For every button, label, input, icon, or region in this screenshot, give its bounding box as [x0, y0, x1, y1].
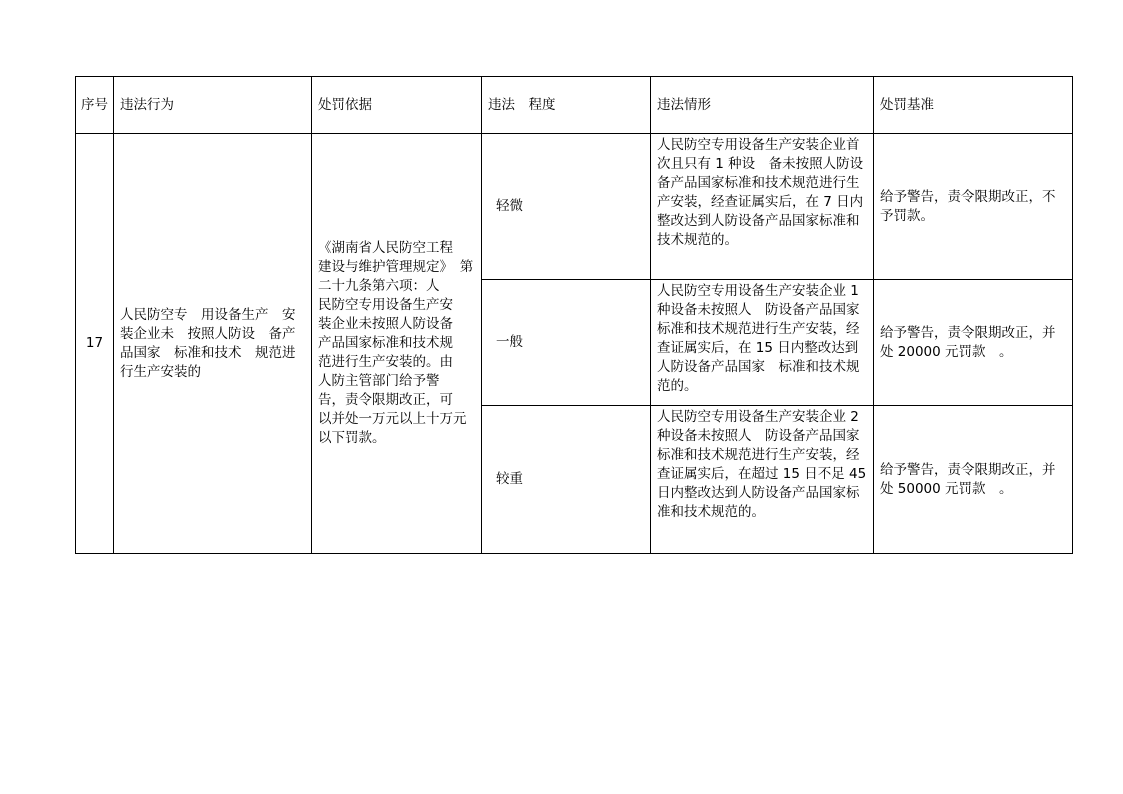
header-degree: 违法 程度	[482, 77, 651, 134]
seq-cell: 17	[76, 134, 114, 554]
penalty-cell: 给予警告，责令限期改正，不予罚款。	[874, 134, 1073, 280]
penalty-cell: 给予警告，责令限期改正，并处 50000 元罚款 。	[874, 406, 1073, 554]
header-penalty: 处罚基准	[874, 77, 1073, 134]
table-row	[76, 134, 1073, 280]
grade-cell: 一般	[482, 280, 651, 406]
header-basis: 处罚依据	[312, 77, 482, 134]
table-header-row	[76, 77, 1073, 134]
situation-cell: 人民防空专用设备生产安装企业 1 种设备未按照人 防设备产品国家标准和技术规范进行生产安装，经 查证属实后，在 15 日内整改达到人防设备产品国家 标准和技术规范的。	[651, 280, 874, 406]
header-behavior: 违法行为	[114, 77, 312, 134]
legal-basis-cell: 《湖南省人民防空工程 建设与维护管理规定》 第二十九条第六项：人 民防空专用设备生产安 装企业未按照人防设备 产品国家标准和技术规 范进行生产安装的。由 人防主管部门给予警 告，责令限期改正，可 以并处一万元以上十万元以下罚款。	[312, 134, 482, 554]
situation-cell: 人民防空专用设备生产安装企业 2 种设备未按照人 防设备产品国家标准和技术规范进行生产安装，经 查证属实后，在超过 15 日不足 45 日内整改达到人防设备产品国家标准和技术规范的。	[651, 406, 874, 554]
header-situation: 违法情形	[651, 77, 874, 134]
grade-cell: 较重	[482, 406, 651, 554]
behavior-cell: 人民防空专 用设备生产 安装企业未 按照人防设 备产品国家 标准和技术 规范进行生产安装的	[114, 134, 312, 554]
penalty-cell: 给予警告，责令限期改正，并处 20000 元罚款 。	[874, 280, 1073, 406]
situation-cell: 人民防空专用设备生产安装企业首次且只有 1 种设 备未按照人防设备产品国家标准和技术规范进行生 产安装，经查证属实后，在 7 日内整改达到人防设备产品国家标准和技术规范的。	[651, 134, 874, 280]
penalty-standard-table	[75, 76, 1073, 554]
header-seq: 序号	[76, 77, 114, 134]
grade-cell: 轻微	[482, 134, 651, 280]
